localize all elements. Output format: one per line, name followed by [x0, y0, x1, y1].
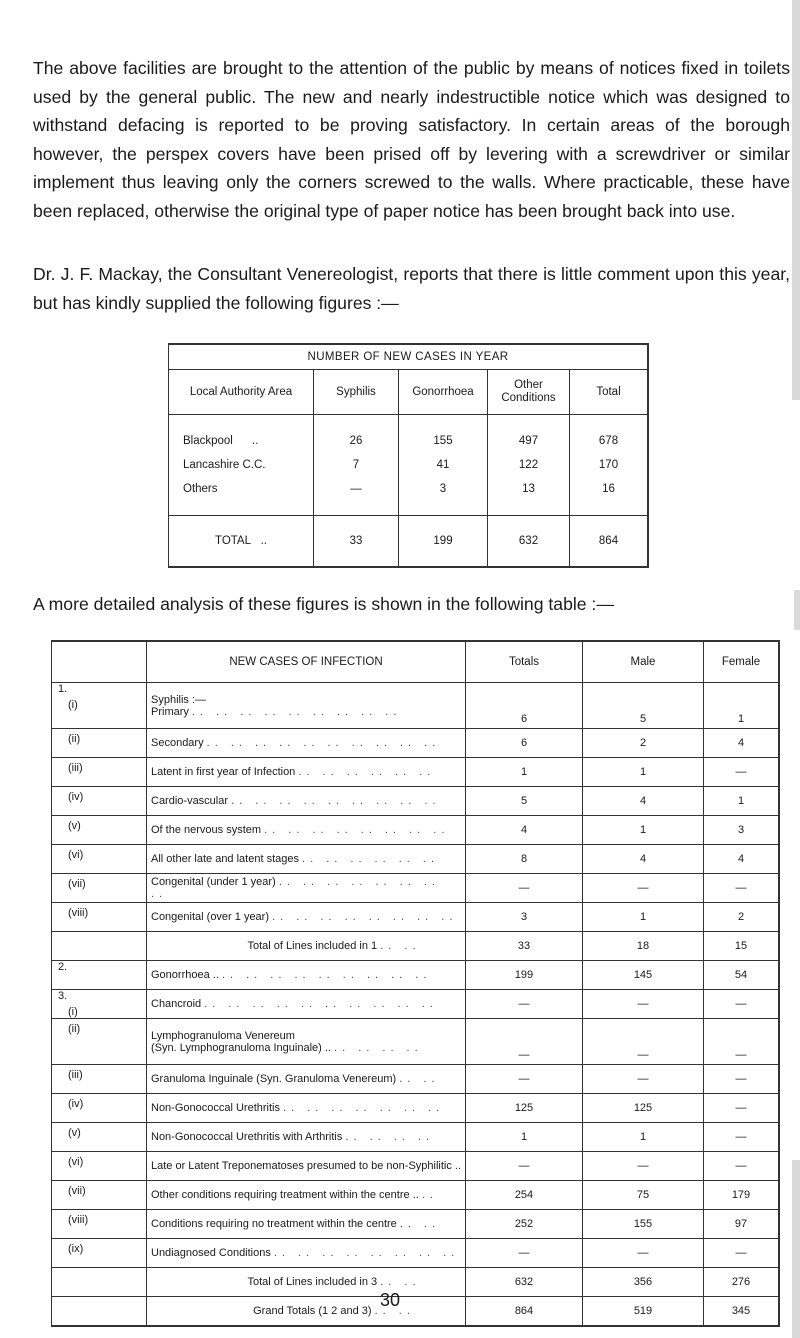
- row-label: Chancroid: [151, 998, 202, 1010]
- subsection-number: (iv): [68, 1098, 84, 1110]
- subsection-number: (viii): [68, 1214, 89, 1226]
- row-label-line: [151, 824, 461, 836]
- leader-dots: ..: [252, 435, 259, 447]
- row-label: Other conditions requiring treatment within the centre ..: [151, 1189, 419, 1201]
- page-number: 30: [380, 1290, 401, 1310]
- female-cell: —: [704, 1094, 780, 1123]
- row-label: Late or Latent Treponematoses presumed to be non-Syphilitic ..: [151, 1160, 462, 1172]
- female-cell: —: [704, 758, 780, 787]
- subsection-number: (i): [68, 699, 78, 711]
- description-cell: [147, 683, 466, 729]
- column-header: Other Conditions: [488, 370, 570, 415]
- male-cell: 145: [583, 961, 704, 990]
- leader-dots: .. .. .. .. .. .. .. ..: [151, 876, 440, 900]
- description-cell: [147, 1065, 466, 1094]
- description-cell: [147, 1152, 466, 1181]
- scan-edge: [794, 590, 800, 630]
- row-label-line: [151, 737, 461, 749]
- description-cell: [147, 787, 466, 816]
- new-cases-of-infection-table: [51, 640, 780, 1327]
- leader-dots: .. .. .. .. .. ..: [302, 853, 440, 865]
- description-cell: [147, 961, 466, 990]
- row-label-line: [151, 1042, 461, 1054]
- row-label-line: [151, 853, 461, 865]
- row-index-cell: [52, 903, 147, 932]
- row-index-cell: [52, 845, 147, 874]
- totals-cell: —: [466, 1152, 583, 1181]
- table-row: [52, 729, 780, 758]
- male-cell: 18: [583, 932, 704, 961]
- female-cell: —: [704, 1152, 780, 1181]
- row-label: Latent in first year of Infection: [151, 766, 296, 778]
- table-row: [52, 1123, 780, 1152]
- table-row: [52, 1019, 780, 1065]
- row-label: (Syn. Lymphogranuloma Inguinale) ..: [151, 1041, 331, 1054]
- totals-cell: 5: [466, 787, 583, 816]
- totals-cell: 254: [466, 1181, 583, 1210]
- totals-cell: 632: [466, 1268, 583, 1297]
- other-conditions-cell: 497: [488, 415, 570, 454]
- description-cell: [147, 1210, 466, 1239]
- male-cell: 1: [583, 758, 704, 787]
- table-row: [52, 1065, 780, 1094]
- table-row: [52, 1094, 780, 1123]
- area-name: Others: [169, 477, 314, 501]
- description-cell: [147, 1123, 466, 1152]
- subsection-number: (iv): [68, 791, 84, 803]
- female-cell: 4: [704, 845, 780, 874]
- row-index-cell: [52, 1065, 147, 1094]
- row-label-line: [151, 706, 461, 718]
- subsection-number: (iii): [68, 762, 83, 774]
- row-label: Gonorrhoea ..: [151, 969, 219, 981]
- row-label-line: [151, 795, 461, 807]
- gonorrhoea-cell: 41: [399, 453, 488, 477]
- consultant-report-paragraph: Dr. J. F. Mackay, the Consultant Venereologist, reports that there is little comment upon this year, but has kindly supplied the following figures :—: [33, 264, 790, 313]
- row-label-line: [151, 911, 461, 923]
- row-label: Total of Lines included in 3: [247, 1276, 378, 1288]
- totals-cell: —: [466, 1019, 583, 1065]
- row-index-cell: [52, 816, 147, 845]
- row-label-line: [151, 876, 461, 900]
- description-cell: [147, 1094, 466, 1123]
- scan-edge: [792, 0, 800, 400]
- female-cell: 15: [704, 932, 780, 961]
- leader-dots: .. .. .. .. .. .. .. ..: [272, 911, 458, 923]
- female-cell: 1: [704, 787, 780, 816]
- row-index-cell: [52, 683, 147, 729]
- table-row: [52, 683, 780, 729]
- totals-cell: 1: [466, 758, 583, 787]
- totals-cell: 33: [466, 932, 583, 961]
- row-index-cell: [52, 787, 147, 816]
- row-label-line: [151, 1247, 461, 1259]
- row-heading: Syphilis :—: [151, 693, 207, 706]
- column-header: Totals: [466, 641, 583, 683]
- leader-dots: .. .. .. .. .. .. .. ..: [264, 824, 450, 836]
- subsection-number: (v): [68, 820, 81, 832]
- grand-total: 864: [570, 516, 649, 568]
- row-index-cell: [52, 1239, 147, 1268]
- gonorrhoea-cell: 3: [399, 477, 488, 501]
- leader-dots: .. .. .. .. .. .. .. .. .. ..: [206, 737, 441, 749]
- male-cell: 155: [583, 1210, 704, 1239]
- subsection-number: (viii): [68, 907, 89, 919]
- other-conditions-cell: 13: [488, 477, 570, 501]
- area-name: Blackpool: [183, 435, 233, 447]
- table-row: [52, 787, 780, 816]
- table-row: [52, 1152, 780, 1181]
- subsection-number: (vii): [68, 1185, 86, 1197]
- row-label-line: [151, 766, 461, 778]
- table-row: [52, 845, 780, 874]
- table-row: [52, 903, 780, 932]
- male-cell: —: [583, 1152, 704, 1181]
- total-label: TOTAL: [215, 535, 251, 547]
- male-cell: 1: [583, 903, 704, 932]
- column-header: [52, 641, 147, 683]
- male-cell: 519: [583, 1297, 704, 1327]
- column-header: NEW CASES OF INFECTION: [147, 641, 466, 683]
- row-index-cell: [52, 874, 147, 903]
- section-number: 2.: [58, 961, 68, 973]
- table-title: NUMBER OF NEW CASES IN YEAR: [169, 344, 649, 370]
- female-cell: —: [704, 1239, 780, 1268]
- syphilis-cell: 7: [314, 453, 399, 477]
- female-cell: 4: [704, 729, 780, 758]
- male-cell: —: [583, 1065, 704, 1094]
- male-cell: 1: [583, 1123, 704, 1152]
- description-cell: [147, 1268, 466, 1297]
- column-header: Female: [704, 641, 780, 683]
- subsection-number: (vi): [68, 849, 84, 861]
- syphilis-total: 33: [314, 516, 399, 568]
- gonorrhoea-cell: 155: [399, 415, 488, 454]
- area-name: Lancashire C.C.: [169, 453, 314, 477]
- leader-dots: .. .. .. .. .. .. .. .. ..: [231, 795, 441, 807]
- row-label: All other late and latent stages: [151, 853, 299, 865]
- subsection-number: (vi): [68, 1156, 84, 1168]
- male-cell: —: [583, 1019, 704, 1065]
- column-header: Gonorrhoea: [399, 370, 488, 415]
- row-label: Congenital (under 1 year): [151, 876, 276, 888]
- total-cell: 678: [570, 415, 649, 454]
- totals-cell: 6: [466, 683, 583, 729]
- row-label: Of the nervous system: [151, 824, 262, 836]
- female-cell: 345: [704, 1297, 780, 1327]
- row-label-line: [151, 1131, 461, 1143]
- table-total-row: [52, 1297, 780, 1327]
- male-cell: 4: [583, 845, 704, 874]
- table-row: [52, 1181, 780, 1210]
- row-index-cell: [52, 1152, 147, 1181]
- description-cell: [147, 1239, 466, 1268]
- description-cell: [147, 1181, 466, 1210]
- row-index-cell: [52, 1268, 147, 1297]
- row-index-cell: [52, 961, 147, 990]
- row-label-line: [151, 1102, 461, 1114]
- other-conditions-cell: 122: [488, 453, 570, 477]
- female-cell: 276: [704, 1268, 780, 1297]
- totals-cell: —: [466, 990, 583, 1019]
- leader-dots: .. .. .. .. .. ..: [298, 766, 436, 778]
- subsection-number: (iii): [68, 1069, 83, 1081]
- row-label: Primary: [151, 705, 189, 718]
- male-cell: 356: [583, 1268, 704, 1297]
- male-cell: 2: [583, 729, 704, 758]
- row-label: Granuloma Inguinale (Syn. Granuloma Venereum): [151, 1073, 397, 1085]
- subsection-number: (ii): [68, 1023, 81, 1035]
- table-row: [52, 961, 780, 990]
- row-label-line: [151, 998, 461, 1010]
- description-cell: [147, 990, 466, 1019]
- totals-cell: —: [466, 1239, 583, 1268]
- leader-dots: ..: [421, 1189, 438, 1201]
- totals-cell: —: [466, 874, 583, 903]
- leader-dots: .. .. .. .. .. .. .. .. ..: [191, 705, 402, 718]
- row-index-cell: [52, 1123, 147, 1152]
- totals-cell: 3: [466, 903, 583, 932]
- totals-cell: 252: [466, 1210, 583, 1239]
- table-row: [52, 816, 780, 845]
- male-cell: —: [583, 874, 704, 903]
- female-cell: 54: [704, 961, 780, 990]
- syphilis-cell: 26: [314, 415, 399, 454]
- row-index-cell: [52, 758, 147, 787]
- totals-cell: 864: [466, 1297, 583, 1327]
- table-row: [169, 453, 649, 477]
- row-label-line: [151, 1189, 461, 1201]
- table-total-row: [169, 516, 649, 568]
- row-index-cell: [52, 990, 147, 1019]
- description-cell: [147, 903, 466, 932]
- female-cell: 2: [704, 903, 780, 932]
- row-label: Undiagnosed Conditions: [151, 1247, 271, 1259]
- female-cell: —: [704, 1065, 780, 1094]
- table-row: [169, 477, 649, 501]
- leader-dots: .. .. .. .. .. .. .. .. ..: [221, 969, 432, 981]
- column-header: Local Authority Area: [169, 370, 314, 415]
- row-label: Non-Gonococcal Urethritis with Arthritis: [151, 1131, 343, 1143]
- male-cell: 1: [583, 816, 704, 845]
- row-label-line: [151, 1073, 461, 1085]
- section-number: 3.: [58, 990, 68, 1002]
- description-cell: [147, 1019, 466, 1065]
- intro-paragraph: The above facilities are brought to the attention of the public by means of notices fixed in toilets used by the general public. The new and nearly indestructible notice which was designed to withstand defacing is reported to be proving satisfactory. In certain areas of the borough however, the perspex covers have been prised off by levering with a screwdriver or similar implement thus leaving only the corners screwed to the walls. Where practicable, these have been replaced, otherwise the original type of paper notice has been brought back into use.: [33, 58, 790, 221]
- description-cell: [147, 874, 466, 903]
- leader-dots: .. ..: [399, 1073, 440, 1085]
- totals-cell: 1: [466, 1123, 583, 1152]
- female-cell: 97: [704, 1210, 780, 1239]
- description-cell: [147, 1297, 466, 1327]
- table-total-row: [52, 932, 780, 961]
- totals-cell: 6: [466, 729, 583, 758]
- table-total-row: [52, 1268, 780, 1297]
- gonorrhoea-total: 199: [399, 516, 488, 568]
- male-cell: 5: [583, 683, 704, 729]
- male-cell: 75: [583, 1181, 704, 1210]
- total-cell: 16: [570, 477, 649, 501]
- subsection-number: (i): [68, 1006, 78, 1018]
- subsection-number: (v): [68, 1127, 81, 1139]
- female-cell: —: [704, 1019, 780, 1065]
- row-label-line: [207, 940, 461, 952]
- row-label: Congenital (over 1 year): [151, 911, 270, 923]
- totals-cell: 199: [466, 961, 583, 990]
- syphilis-cell: —: [314, 477, 399, 501]
- row-label: Total of Lines included in 1: [247, 940, 378, 952]
- leader-dots: .. ..: [380, 940, 421, 952]
- leader-dots: .. ..: [399, 1218, 441, 1230]
- column-header: Male: [583, 641, 704, 683]
- description-cell: [147, 845, 466, 874]
- leader-dots: .. .. .. .. .. .. ..: [283, 1102, 445, 1114]
- row-index-cell: [52, 729, 147, 758]
- female-cell: —: [704, 874, 780, 903]
- leader-dots: .. ..: [380, 1276, 421, 1288]
- female-cell: —: [704, 1123, 780, 1152]
- row-heading: Lymphogranuloma Venereum: [151, 1029, 295, 1042]
- totals-cell: 4: [466, 816, 583, 845]
- male-cell: 125: [583, 1094, 704, 1123]
- male-cell: 4: [583, 787, 704, 816]
- description-cell: [147, 758, 466, 787]
- analysis-intro-paragraph: A more detailed analysis of these figures is shown in the following table :—: [33, 594, 614, 614]
- row-index-cell: [52, 1094, 147, 1123]
- female-cell: —: [704, 990, 780, 1019]
- subsection-number: (ix): [68, 1243, 84, 1255]
- subsection-number: (ii): [68, 733, 81, 745]
- scan-edge: [792, 1160, 800, 1338]
- description-cell: [147, 729, 466, 758]
- row-label-line: [151, 969, 461, 981]
- leader-dots: .. .. .. .. .. .. .. .. .. ..: [204, 998, 438, 1010]
- column-header: Syphilis: [314, 370, 399, 415]
- subsection-number: (vii): [68, 878, 86, 890]
- row-label: Non-Gonococcal Urethritis: [151, 1102, 280, 1114]
- table-row: [52, 874, 780, 903]
- total-cell: 170: [570, 453, 649, 477]
- table-row: [52, 758, 780, 787]
- row-label: Grand Totals (1 2 and 3): [253, 1305, 372, 1317]
- row-index-cell: [52, 1019, 147, 1065]
- row-index-cell: [52, 1297, 147, 1327]
- totals-cell: —: [466, 1065, 583, 1094]
- female-cell: 3: [704, 816, 780, 845]
- row-label: Cardio-vascular: [151, 795, 229, 807]
- male-cell: —: [583, 990, 704, 1019]
- row-index-cell: [52, 932, 147, 961]
- row-label-line: [151, 1160, 461, 1172]
- section-number: 1.: [58, 683, 68, 695]
- row-index-cell: [52, 1181, 147, 1210]
- new-cases-by-area-table: [168, 343, 649, 568]
- row-index-cell: [52, 1210, 147, 1239]
- row-label-line: [151, 1218, 461, 1230]
- description-cell: [147, 932, 466, 961]
- table-row: [169, 415, 649, 454]
- female-cell: 179: [704, 1181, 780, 1210]
- leader-dots: ..: [260, 535, 267, 547]
- other-conditions-total: 632: [488, 516, 570, 568]
- leader-dots: .. .. .. ..: [345, 1131, 435, 1143]
- column-header: Total: [570, 370, 649, 415]
- female-cell: 1: [704, 683, 780, 729]
- table-row: [52, 1239, 780, 1268]
- row-label-line: [207, 1276, 461, 1288]
- table-row: [52, 990, 780, 1019]
- totals-cell: 125: [466, 1094, 583, 1123]
- description-cell: [147, 816, 466, 845]
- table-row: [52, 1210, 780, 1239]
- row-label: Secondary: [151, 737, 204, 749]
- row-label-line: [207, 1305, 461, 1317]
- leader-dots: .. .. .. .. .. .. .. ..: [273, 1247, 460, 1259]
- totals-cell: 8: [466, 845, 583, 874]
- leader-dots: .. ..: [374, 1305, 415, 1317]
- male-cell: —: [583, 1239, 704, 1268]
- row-label: Conditions requiring no treatment within the centre: [151, 1218, 397, 1230]
- leader-dots: .. .. .. ..: [334, 1041, 423, 1054]
